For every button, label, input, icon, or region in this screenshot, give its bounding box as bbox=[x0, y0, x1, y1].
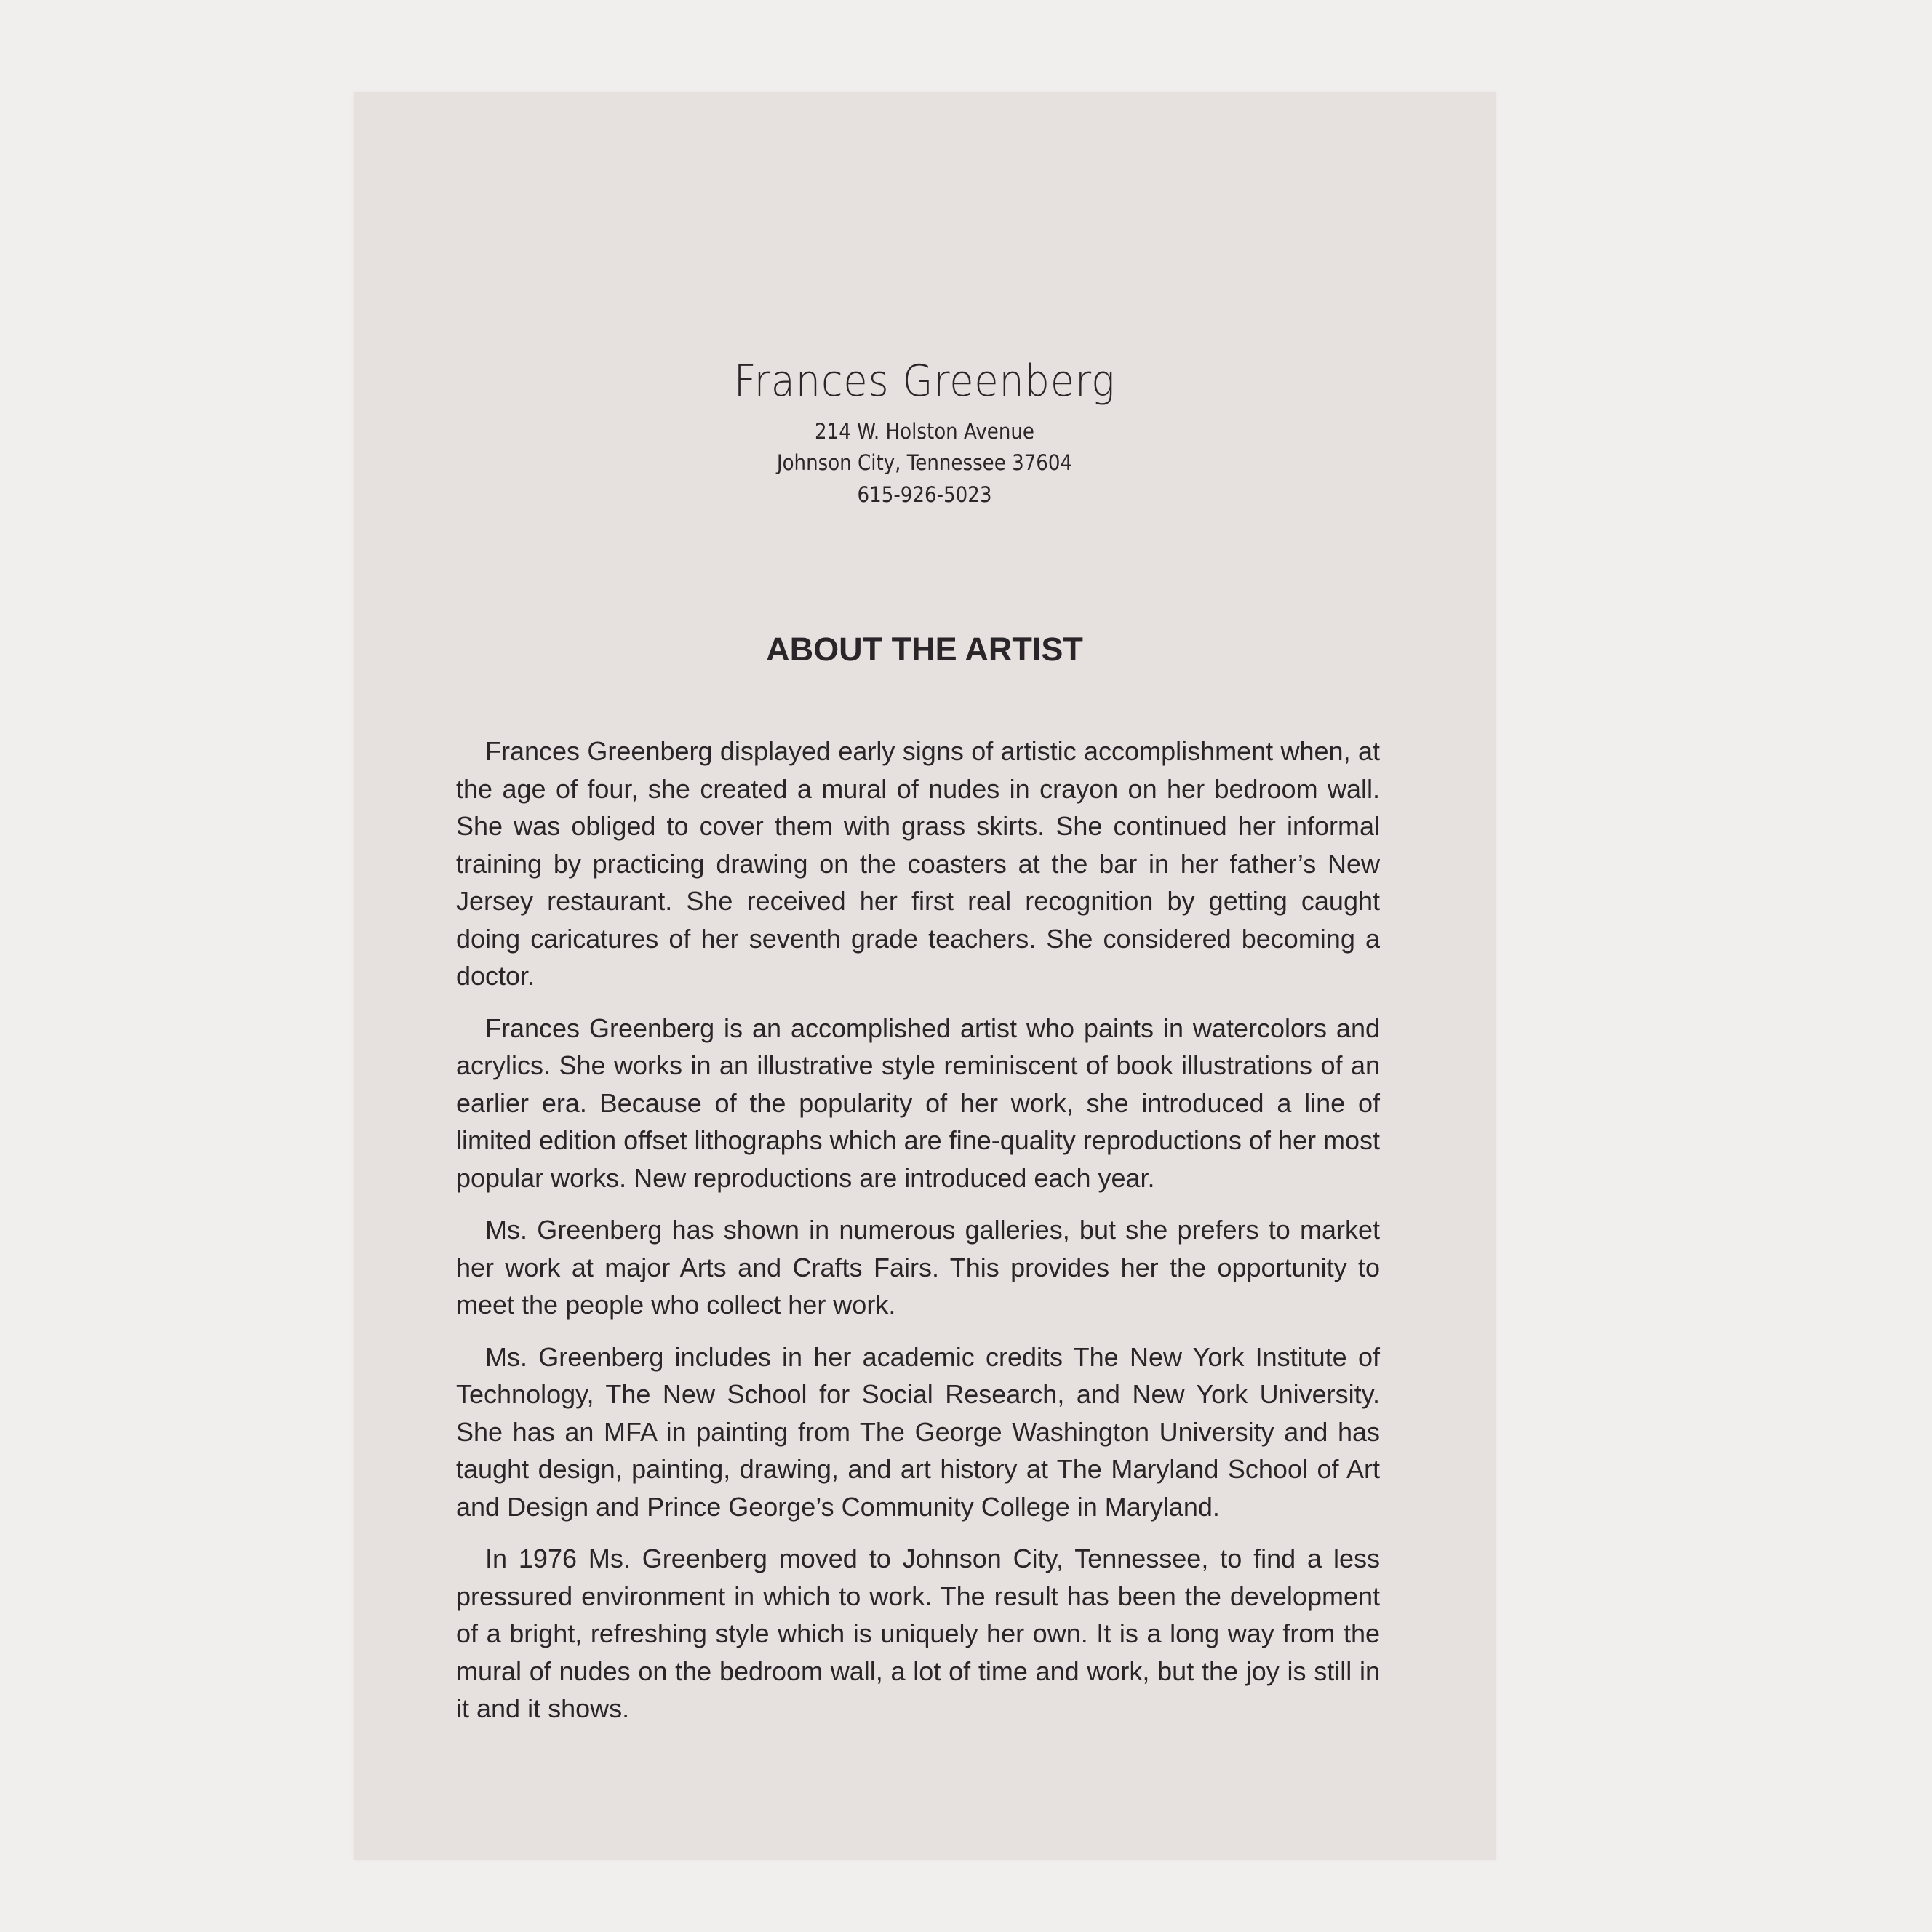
bio-body bbox=[456, 733, 1380, 1742]
artist-bio-sheet bbox=[354, 92, 1496, 1860]
bio-paragraph: Ms. Greenberg includes in her academic credits The New York Institute of Technology, The New School for Social Research, and New York University. She has an MFA in painting from The George Washington University and has taught design, painting, drawing, and art history at The Maryland School of Art and Design and Prince George’s Community College in Maryland. bbox=[456, 1341, 1380, 1522]
section-heading: ABOUT THE ARTIST bbox=[766, 631, 1083, 668]
phone-number: 615-926-5023 bbox=[857, 482, 992, 507]
bio-paragraph: Frances Greenberg displayed early signs of artistic accomplishment when, at the age of four, she created a mural of nudes in crayon on her bedroom wall. She was obliged to cover them with grass skirts. She continued her informal training by practicing drawing on the coasters at the bar in her father’s New Jersey restaurant. She received her first real recognition by getting caught doing caricatures of her seventh grade teachers. She considered becoming a doctor. bbox=[456, 736, 1380, 991]
address-line-1: 214 W. Holston Avenue bbox=[815, 419, 1034, 444]
bio-paragraph: Frances Greenberg is an accomplished artist who paints in watercolors and acrylics. She works in an illustrative style reminiscent of book illustrations of an earlier era. Because of the popularity of her work, she introduced a line of limited edition offset lithographs which are fine-quality reproductions of her most popular works. New reproductions are introduced each year. bbox=[456, 1013, 1381, 1193]
bio-paragraph: Ms. Greenberg has shown in numerous galleries, but she prefers to market her work at major Arts and Crafts Fairs. This provides her the opportunity to meet the people who collect her work. bbox=[456, 1215, 1380, 1320]
address-line-2: Johnson City, Tennessee 37604 bbox=[776, 450, 1073, 475]
bio-paragraph: In 1976 Ms. Greenberg moved to Johnson City, Tennessee, to find a less pressured environment in which to work. The result has been the development of a bright, refreshing style which is uniquely her own. It is a long way from the mural of nudes on the bedroom wall, a lot of time and work, but the joy is still in it and it shows. bbox=[456, 1544, 1380, 1723]
artist-name: Frances Greenberg bbox=[733, 356, 1116, 407]
